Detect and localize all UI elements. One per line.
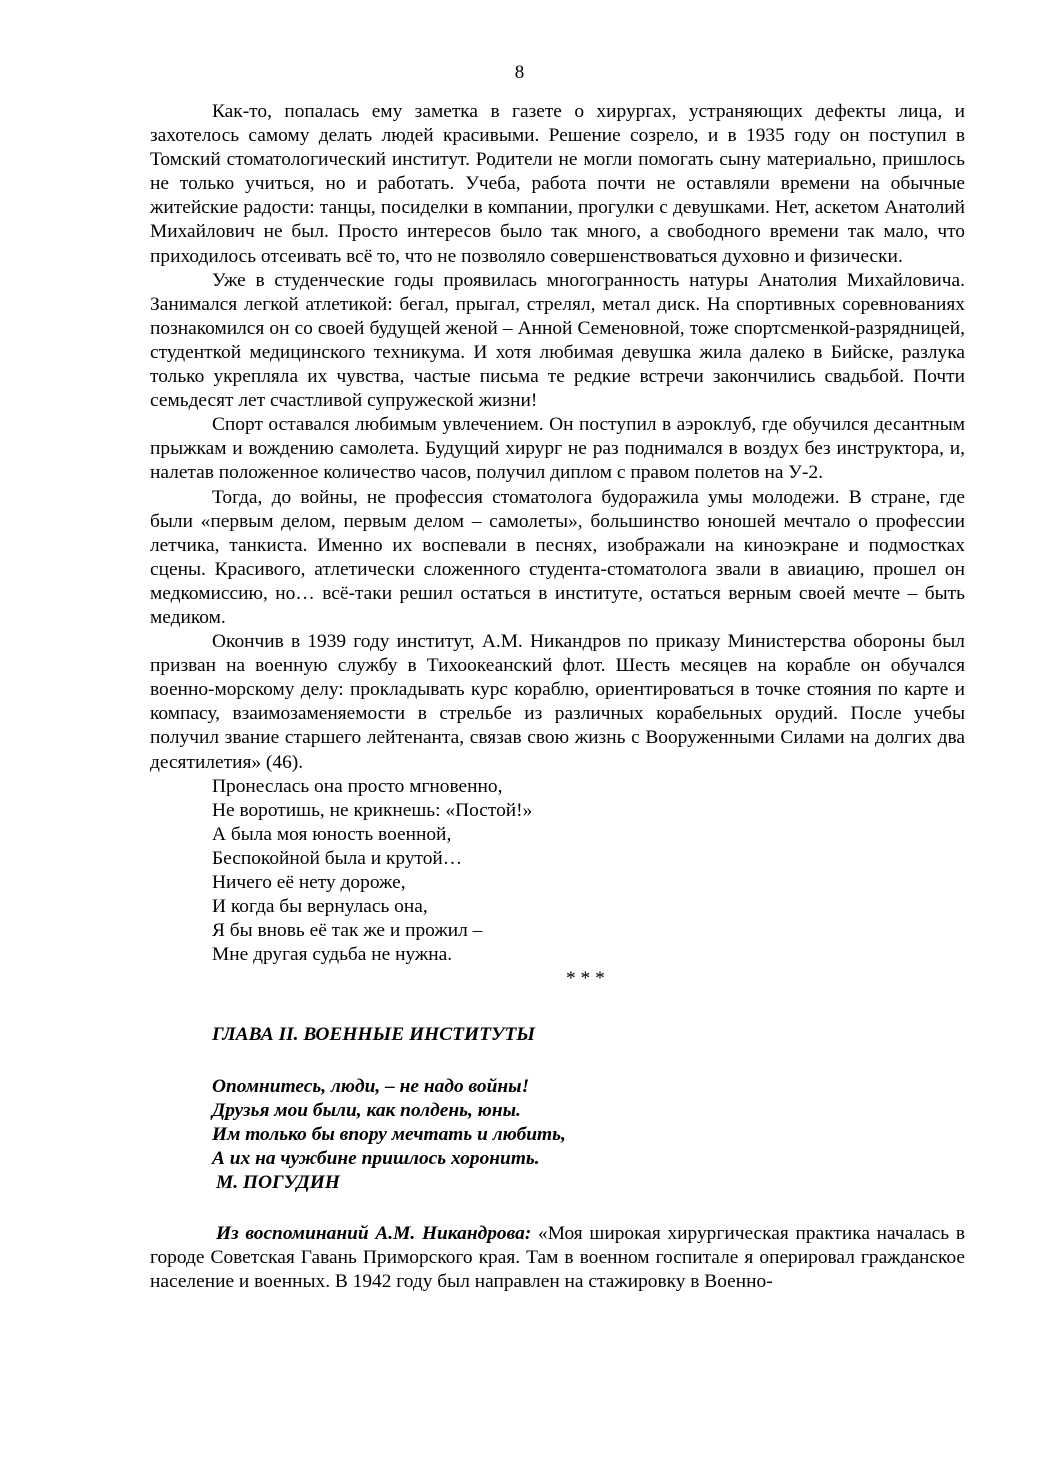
closing-paragraph-text: «Моя широкая хирургическая практика началась в городе Советская Гавань Приморского края. Там в военном госпитале я оперировал гражданское население и военных. В 1942 году был направлен на стажировку в Военно-: [150, 1223, 965, 1293]
chapter-title: ГЛАВА II. ВОЕННЫЕ ИНСТИТУТЫ: [212, 1024, 536, 1046]
verse-line: Мне другая судьба не нужна.: [212, 944, 453, 966]
body-paragraph: Уже в студенческие годы проявилась многогранность натуры Анатолия Михайловича. Занимался легкой атлетикой: бегал, прыгал, стрелял, метал диск. На спортивных соревнованиях познакомился он со своей будущей женой – Анной Семеновной, тоже спортсменкой-разрядницей, студенткой медицинского техникума. И хотя любимая девушка жила далеко в Бийске, разлука только укрепляла их чувства, частые письма те редкие встречи закончились свадьбой. Почти семьдесят лет счастливой супружеской жизни!: [150, 269, 965, 412]
epigraph-line: Опомнитесь, люди, – не надо войны!: [212, 1075, 530, 1097]
epigraph-line: А их на чужбине пришлось хоронить.: [212, 1147, 540, 1169]
body-paragraph: Тогда, до войны, не профессия стоматолога будоражила умы молодежи. В стране, где были «первым делом, первым делом – самолеты», большинство юношей мечтало о профессии летчика, танкиста. Именно их воспевали в песнях, изображали на киноэкране и подмостках сцены. Красивого, атлетически сложенного студента-стоматолога звали в авиацию, прошел он медкомиссию, но… всё-таки решил остаться в институте, остаться верным своей мечте – быть медиком.: [150, 486, 965, 628]
body-paragraph: Спорт оставался любимым увлечением. Он поступил в аэроклуб, где обучился десантным прыжкам и вождению самолета. Будущий хирург не раз поднимался в воздух без инструктора, и, налетав положенное количество часов, получил диплом с правом полетов на У-2.: [150, 414, 965, 484]
poem-verse: [150, 775, 965, 968]
page-number: 8: [514, 62, 525, 83]
verse-line: Беспокойной была и крутой…: [212, 847, 463, 869]
verse-line: Ничего её нету дороже,: [212, 872, 406, 893]
body-paragraph: Окончив в 1939 году институт, А.М. Никандров по приказу Министерства обороны был призван на военную службу в Тихоокеанский флот. Шесть месяцев на корабле он обучался военно-морскому делу: прокладывать курс кораблю, ориентироваться в точке стояния по карте и компасу, взаимозаменяемости в стрельбе из различных корабельных орудий. После учебы получил звание старшего лейтенанта, связав свою жизнь с Вооруженными Силами на долгих два десятилетия» (46).: [150, 631, 965, 773]
epigraph-author: М. ПОГУДИН: [216, 1171, 340, 1193]
verse-line: Я бы вновь её так же и прожил –: [212, 920, 483, 942]
verse-line: А была моя юность военной,: [212, 823, 452, 845]
epigraph-line: Друзья мои были, как полдень, юны.: [212, 1099, 521, 1121]
quote-lead-in: Из воспоминаний А.М. Никандрова:: [216, 1223, 532, 1245]
page-body: [150, 100, 965, 1294]
section-separator: * * *: [566, 968, 605, 990]
verse-line: Пронеслась она просто мгновенно,: [212, 775, 503, 797]
verse-line: И когда бы вернулась она,: [212, 896, 428, 918]
closing-paragraph: [150, 1222, 965, 1294]
epigraph: [150, 1075, 965, 1195]
verse-line: Не воротишь, не крикнешь: «Постой!»: [212, 799, 533, 821]
epigraph-line: Им только бы впору мечтать и любить,: [212, 1123, 566, 1145]
body-paragraph: Как-то, попалась ему заметка в газете о хирургах, устраняющих дефекты лица, и захотелось самому делать людей красивыми. Решение созрело, и в 1935 году он поступил в Томский стоматологический институт. Родители не могли помогать сыну материально, пришлось не только учиться, но и работать. Учеба, работа почти не оставляли времени на обычные житейские радости: танцы, посиделки в компании, прогулки с девушками. Нет, аскетом Анатолий Михайлович не был. Просто интересов было так много, а свободного времени так мало, что приходилось отсеивать всё то, что не позволяло совершенствоваться духовно и физически.: [150, 101, 965, 267]
